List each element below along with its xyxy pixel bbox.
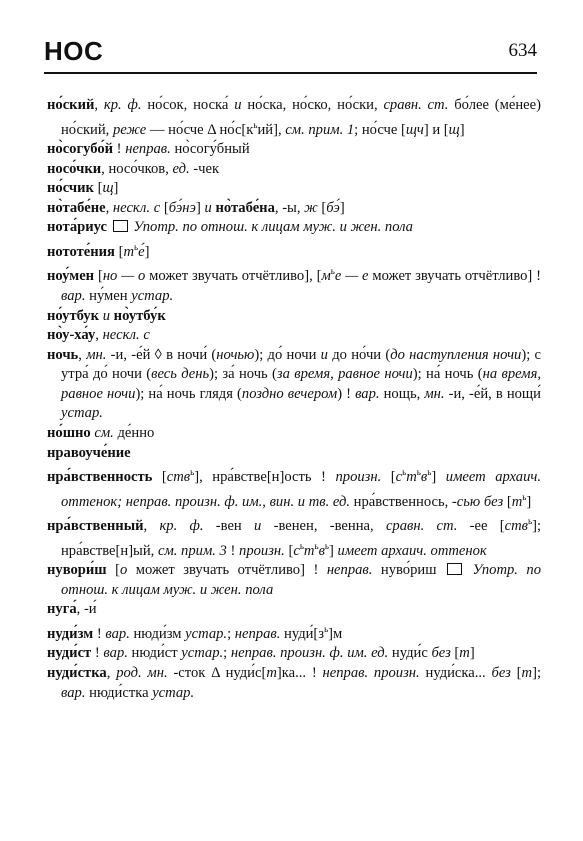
entry-text: [ bbox=[114, 243, 124, 260]
entry-text: но́сок, носка́ bbox=[141, 97, 235, 113]
entry-text: но́ска, но́ско, но́ски, bbox=[241, 97, 384, 113]
dictionary-entry bbox=[47, 199, 541, 219]
entry-text: [ bbox=[284, 542, 294, 559]
italic-note: за время, равное ночи bbox=[276, 366, 413, 383]
italic-note: т bbox=[303, 542, 315, 559]
entry-text: -ее [ bbox=[457, 518, 505, 535]
italic-note: т bbox=[123, 243, 135, 260]
italic-note: бэ́нэ bbox=[168, 199, 196, 216]
soft-sign-mark: ь bbox=[134, 242, 139, 253]
italic-note: Употр. по отнош. к лицам муж. и жен. пола bbox=[133, 219, 413, 236]
entry-text: ] bbox=[459, 121, 465, 138]
entry-text: , bbox=[143, 518, 160, 535]
headword: нуга́ bbox=[47, 601, 77, 618]
dictionary-entry bbox=[47, 218, 541, 238]
italic-note: мн. bbox=[86, 346, 107, 363]
headword: но̀табе́на bbox=[215, 199, 275, 216]
italic-note: нескл. с bbox=[112, 199, 161, 216]
entry-text: ); на́ ночь глядя ( bbox=[135, 385, 242, 402]
soft-sign-mark: ь bbox=[402, 467, 407, 478]
italic-note: вар. bbox=[61, 287, 86, 304]
italic-note: и bbox=[320, 346, 328, 363]
dictionary-entry bbox=[47, 96, 541, 140]
entry-text: ]; нра́встве[н]ый, bbox=[61, 518, 541, 559]
entry-text: ]ка... ! bbox=[276, 664, 323, 681]
entry-text: ! bbox=[93, 625, 106, 642]
italic-note: т bbox=[521, 664, 533, 681]
dictionary-entry bbox=[47, 326, 541, 346]
entry-text: -венен, -венна, bbox=[261, 518, 386, 535]
italic-note: ств bbox=[166, 469, 191, 486]
entry-text: нра́вственнось, bbox=[350, 493, 452, 510]
entry-text: -и, -е́й, в нощи́ bbox=[444, 385, 541, 402]
dictionary-entry bbox=[47, 424, 541, 444]
italic-note: вар. bbox=[61, 684, 86, 701]
italic-note: в bbox=[318, 542, 325, 559]
entry-text: , bbox=[106, 664, 117, 681]
entry-text: [ bbox=[152, 469, 167, 486]
dictionary-entry bbox=[47, 463, 541, 512]
italic-note: имеет архаич. оттенок bbox=[337, 542, 487, 559]
dictionary-entry bbox=[47, 600, 541, 620]
italic-note: и bbox=[254, 518, 262, 535]
headword: но̀у-ха́у bbox=[47, 327, 96, 344]
dictionary-entry bbox=[47, 664, 541, 703]
soft-sign-mark: ь bbox=[416, 467, 421, 478]
italic-note: кр. ф. bbox=[103, 97, 142, 113]
italic-note: кр. ф. bbox=[159, 518, 204, 535]
entry-text: де́нно bbox=[113, 425, 155, 442]
entry-text: ] bbox=[469, 645, 475, 662]
entry-text: ] и [ bbox=[423, 121, 449, 138]
italic-note: без bbox=[431, 645, 451, 662]
entry-text: ; bbox=[223, 645, 231, 662]
entry-text: нуво́риш bbox=[372, 562, 445, 579]
entry-text: ! bbox=[91, 645, 104, 662]
entry-text: , bbox=[94, 97, 104, 113]
entry-text: ); с утра́ до́ ночи ( bbox=[61, 346, 542, 383]
entry-text: ; bbox=[227, 625, 235, 642]
italic-note: см. прим. 1 bbox=[285, 121, 355, 138]
soft-sign-mark: ь bbox=[427, 467, 432, 478]
entry-text: -сток Δ нуди́с[ bbox=[167, 664, 267, 681]
headword: нра́вственность bbox=[47, 469, 153, 486]
entry-list bbox=[47, 96, 541, 703]
entry-text: , bbox=[95, 327, 103, 344]
entry-text: ] bbox=[195, 199, 205, 216]
italic-note: но — о bbox=[102, 268, 146, 285]
italic-note: устар. bbox=[152, 684, 195, 701]
italic-note: весь день bbox=[151, 366, 210, 383]
italic-note: сравн. ст. bbox=[385, 518, 458, 535]
italic-note: произн. bbox=[239, 542, 285, 559]
entry-text: ! bbox=[226, 542, 240, 559]
headword: но̀согубо́й bbox=[47, 141, 114, 158]
italic-note: т bbox=[266, 664, 277, 681]
italic-note: в bbox=[420, 469, 428, 486]
italic-note: и bbox=[204, 199, 212, 216]
entry-text: нуди́с bbox=[388, 645, 432, 662]
dictionary-entry bbox=[47, 160, 541, 180]
italic-note: м bbox=[321, 268, 331, 285]
italic-note: устар. bbox=[131, 287, 174, 304]
entry-text: [ bbox=[450, 645, 460, 662]
entry-text: ий], bbox=[257, 121, 286, 138]
entry-text: но̀согу́бный bbox=[170, 141, 250, 158]
entry-text: нуди́ска... bbox=[419, 664, 492, 681]
entry-text: ]; bbox=[532, 664, 541, 681]
entry-text: ] bbox=[431, 469, 446, 486]
headword: нра́вственный bbox=[47, 518, 144, 535]
entry-text: ); на́ ночь ( bbox=[412, 366, 483, 383]
entry-text: нуди́[з bbox=[280, 625, 325, 642]
page-number: 634 bbox=[508, 40, 537, 61]
entry-text: нюди́стка bbox=[85, 684, 153, 701]
soft-sign-mark: ь bbox=[330, 266, 335, 277]
italic-note: Употр. по отнош. к лицам муж. и жен. пола bbox=[61, 562, 542, 598]
italic-note: бэ́ bbox=[326, 199, 340, 216]
entry-text: нюди́ст bbox=[127, 645, 182, 662]
italic-note: е́ bbox=[138, 243, 145, 260]
italic-note: вар. bbox=[355, 385, 380, 402]
dictionary-entry bbox=[47, 346, 541, 424]
headword: нота́риус bbox=[47, 219, 108, 236]
dictionary-entry bbox=[47, 140, 541, 160]
italic-note: с bbox=[293, 542, 300, 559]
entry-text: может звучать отчётливо], [ bbox=[145, 268, 322, 285]
italic-note: произн. bbox=[335, 469, 382, 486]
italic-note: неправ. произн. ф. им. ед. bbox=[230, 645, 389, 662]
italic-note: до наступления ночи bbox=[390, 346, 522, 363]
entry-text: может звучать отчётливо] ! bbox=[368, 268, 541, 285]
entry-text: ] bbox=[144, 243, 150, 260]
italic-note: ж bbox=[304, 199, 318, 216]
italic-note: т bbox=[406, 469, 417, 486]
entry-text: , носо́чков, bbox=[101, 160, 173, 177]
headword: но́утбук bbox=[47, 307, 100, 324]
italic-note: и bbox=[102, 307, 111, 324]
soft-sign-mark: ь bbox=[314, 540, 319, 551]
soft-sign-mark: ь bbox=[527, 516, 533, 527]
italic-note: устар. bbox=[185, 625, 228, 642]
headword: но̀табе́не bbox=[47, 199, 106, 216]
headword: носо́чки bbox=[47, 160, 102, 177]
italic-note: щ bbox=[102, 180, 114, 197]
entry-text: бо́лее (ме́нее) но́ский, bbox=[61, 97, 541, 138]
entry-text: [ bbox=[93, 180, 103, 197]
headword: но́шно bbox=[47, 425, 91, 442]
entry-text bbox=[107, 219, 111, 235]
dictionary-entry bbox=[47, 307, 541, 327]
header-rule bbox=[44, 72, 537, 74]
headword: ночь bbox=[47, 346, 79, 363]
entry-text: -вен bbox=[203, 518, 255, 535]
headword: но́ский bbox=[47, 97, 95, 113]
headword: нувори́ш bbox=[47, 562, 107, 579]
entry-text: [ bbox=[381, 469, 396, 486]
soft-sign-mark: ь bbox=[324, 623, 329, 634]
entry-text: ] bbox=[113, 180, 119, 197]
headword: нравоуче́ние bbox=[47, 444, 131, 461]
headword: нуди́ст bbox=[47, 645, 92, 662]
soft-sign-mark: ь bbox=[299, 540, 304, 551]
entry-text: ] bbox=[329, 542, 338, 559]
entry-text: , bbox=[78, 346, 87, 363]
italic-note: вар. bbox=[105, 625, 130, 642]
italic-note: устар. bbox=[181, 645, 224, 662]
entry-text: ); за́ ночь ( bbox=[209, 366, 277, 383]
headword: ноу́мен bbox=[47, 268, 95, 285]
italic-note: т bbox=[511, 493, 523, 510]
italic-note: мн. bbox=[424, 385, 445, 402]
italic-note: неправ. bbox=[125, 141, 171, 158]
italic-note: реже bbox=[112, 121, 147, 138]
italic-note: род. мн. bbox=[116, 664, 168, 681]
italic-note: о bbox=[120, 562, 128, 579]
entry-text: [ bbox=[160, 199, 169, 216]
entry-text: нощь, bbox=[379, 385, 425, 402]
italic-note: и bbox=[234, 97, 242, 113]
entry-text: -и, -е́й ◊ в ночи́ ( bbox=[106, 346, 217, 363]
italic-note: т bbox=[459, 645, 470, 662]
italic-note: неправ. bbox=[234, 625, 281, 642]
italic-note: ед. bbox=[172, 160, 190, 177]
italic-note: вар. bbox=[103, 645, 128, 662]
dictionary-entry bbox=[47, 179, 541, 199]
entry-text: ] bbox=[526, 493, 532, 510]
italic-note: щ bbox=[448, 121, 460, 138]
entry-text: , bbox=[105, 199, 113, 216]
italic-note: см. прим. 3 bbox=[157, 542, 227, 559]
entry-text: до но́чи ( bbox=[327, 346, 391, 363]
headword: но́счик bbox=[47, 180, 94, 197]
italic-note: без bbox=[491, 664, 511, 681]
dictionary-entry bbox=[47, 238, 541, 262]
entry-text: ] bbox=[339, 199, 345, 216]
entry-text: ну́мен bbox=[85, 287, 132, 304]
italic-note: -сью без bbox=[451, 493, 504, 510]
entry-text: ]м bbox=[328, 625, 343, 642]
entry-text: ; но́сче [ bbox=[354, 121, 406, 138]
italic-note: на время, равное ночи bbox=[61, 366, 541, 402]
dictionary-entry bbox=[47, 644, 541, 664]
entry-text: [ bbox=[106, 562, 120, 579]
soft-sign-mark: ь bbox=[190, 467, 195, 478]
italic-note: имеет архаич. оттенок; неправ. произн. ф. им., вин. и тв. ед. bbox=[61, 469, 542, 510]
italic-note: устар. bbox=[61, 405, 103, 422]
entry-text: — но́сче Δ но́с[к bbox=[146, 121, 254, 138]
dictionary-entry bbox=[47, 561, 541, 600]
dictionary-entry bbox=[47, 444, 541, 464]
entry-text: [ bbox=[94, 268, 103, 285]
italic-note: с bbox=[395, 469, 403, 486]
dictionary-entry bbox=[47, 262, 541, 306]
entry-text: ], нра́встве[н]ость ! bbox=[194, 469, 336, 486]
headword: нуди́зм bbox=[47, 625, 94, 642]
entry-text: ! bbox=[113, 141, 126, 158]
italic-note: ночью bbox=[216, 346, 255, 363]
italic-note: см. bbox=[94, 425, 114, 442]
italic-note: нескл. с bbox=[102, 327, 150, 344]
soft-sign-mark: ь bbox=[253, 119, 258, 130]
entry-text: ) ! bbox=[337, 385, 356, 402]
entry-text: [ bbox=[510, 664, 522, 681]
entry-text: нюди́зм bbox=[129, 625, 186, 642]
soft-sign-mark: ь bbox=[324, 540, 330, 551]
italic-note: неправ. bbox=[326, 562, 373, 579]
entry-text: может звучать отчётливо] ! bbox=[127, 562, 327, 579]
italic-note: щч bbox=[405, 121, 424, 138]
headword: но̀утбу́к bbox=[113, 307, 166, 324]
italic-note: сравн. ст. bbox=[383, 97, 449, 113]
usage-box-icon bbox=[113, 220, 128, 232]
italic-note: неправ. произн. bbox=[322, 664, 420, 681]
entry-text: , -и́ bbox=[76, 601, 97, 618]
italic-note: ств bbox=[504, 518, 528, 535]
entry-text: [ bbox=[503, 493, 512, 510]
entry-text: [ bbox=[317, 199, 327, 216]
entry-text: ); до́ ночи bbox=[254, 346, 321, 363]
dictionary-entry bbox=[47, 512, 541, 561]
usage-box-icon bbox=[447, 563, 462, 575]
dictionary-entry bbox=[47, 620, 541, 644]
entry-text: , -ы, bbox=[274, 199, 305, 216]
headword: нототе́ния bbox=[47, 243, 115, 260]
soft-sign-mark: ь bbox=[522, 491, 527, 502]
entry-text: -чек bbox=[189, 160, 220, 177]
page-header bbox=[44, 36, 537, 70]
italic-note: е — е bbox=[334, 268, 369, 285]
running-head-word: НОС bbox=[44, 36, 104, 66]
headword: нуди́стка bbox=[47, 664, 107, 681]
italic-note: поздно вечером bbox=[241, 385, 338, 402]
